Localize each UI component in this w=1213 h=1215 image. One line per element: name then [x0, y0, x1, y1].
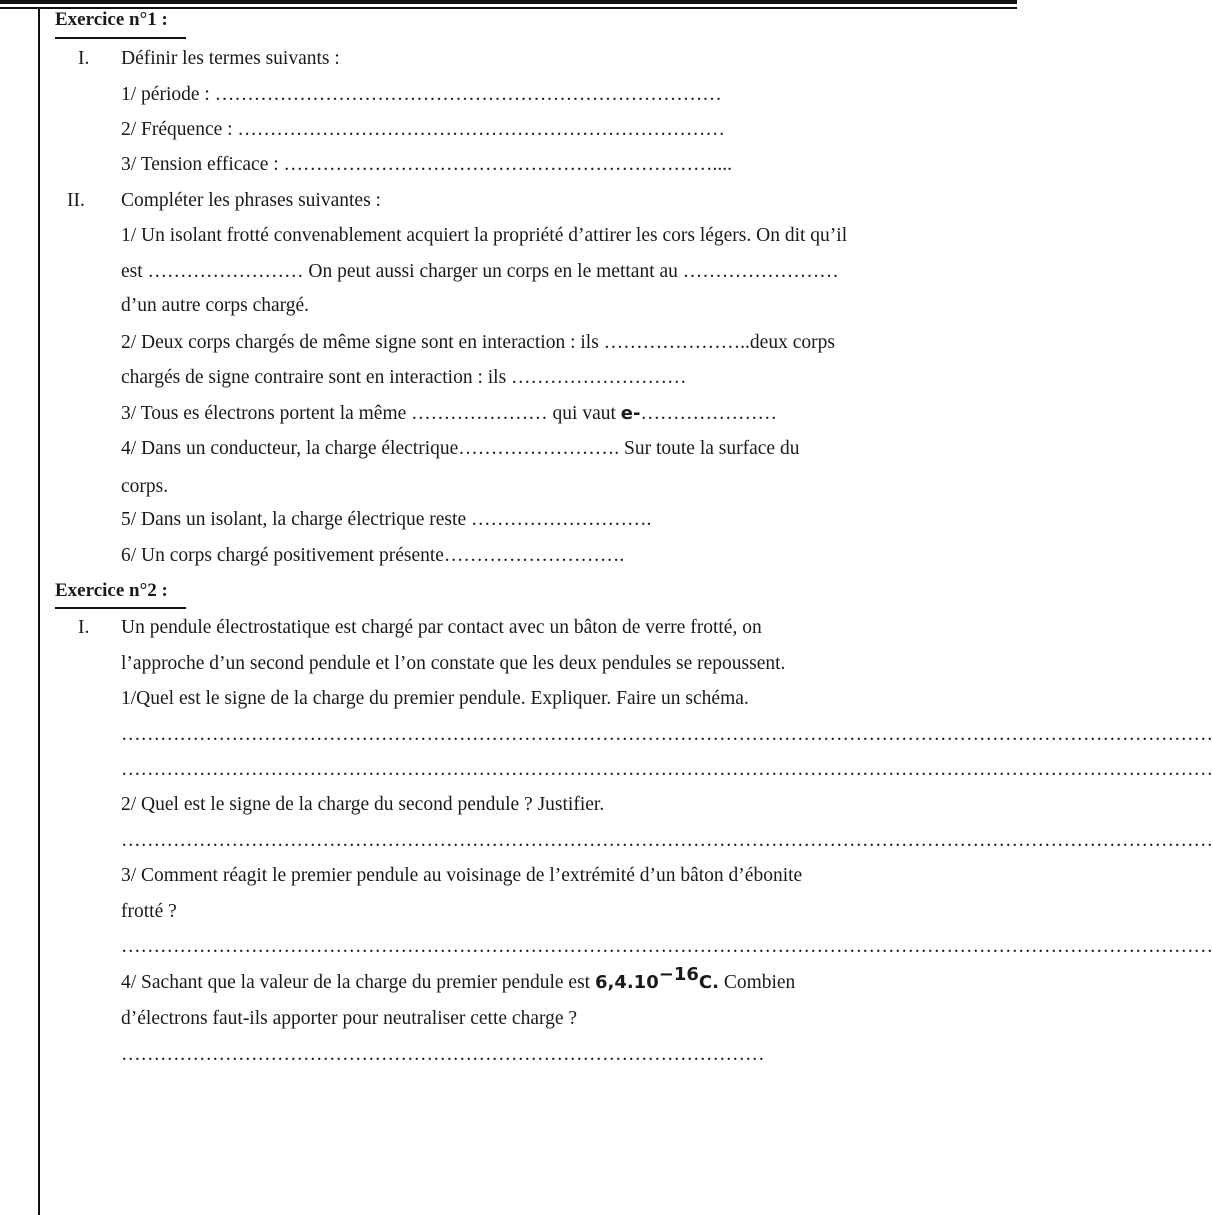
answer-dots: …………………………………………………………………	[237, 119, 725, 140]
ex1-part1-heading: Définir les termes suivants :	[121, 48, 340, 69]
question-4-text: 4/ Sachant que la valeur de la charge du premier pendule est	[121, 972, 595, 993]
question-1: 1/Quel est le signe de la charge du premier pendule. Expliquer. Faire un schéma.	[121, 688, 749, 709]
sentence-line: 4/ Dans un conducteur, la charge électrique……………………. Sur toute la surface du	[121, 438, 800, 459]
definition-item-frequence	[121, 118, 781, 142]
sentence-line: corps.	[121, 476, 169, 497]
definition-label: 3/ Tension efficace :	[121, 154, 284, 175]
exercise-1-title-underline	[55, 37, 186, 39]
sentence-text: 3/ Tous es électrons portent la même ………………… qui vaut	[121, 403, 621, 424]
exercise-2-title-underline	[55, 607, 186, 609]
definition-label: 1/ période :	[121, 84, 215, 105]
definition-item-tension-efficace	[121, 153, 781, 177]
charge-unit: C.	[698, 972, 719, 993]
problem-intro-line: l’approche d’un second pendule et l’on constate que les deux pendules se repoussent.	[121, 653, 786, 674]
exercise-2-title: Exercice n°2 :	[55, 580, 168, 601]
page-top-border	[0, 0, 1017, 4]
answer-dots: ……………………………………………………………………	[214, 84, 722, 105]
exercise-1-title: Exercice n°1 :	[55, 9, 168, 30]
sentence-line: d’un autre corps chargé.	[121, 295, 310, 316]
definition-label: 2/ Fréquence :	[121, 119, 238, 140]
question-4-end: Combien	[718, 972, 796, 993]
definition-item-periode	[121, 83, 781, 107]
charge-value: 6,4.10	[594, 972, 659, 993]
electron-symbol: e-	[620, 403, 641, 424]
sentence-line: 2/ Deux corps chargés de même signe sont en interaction : ils …………………..deux corps	[121, 332, 835, 353]
question-4	[121, 964, 796, 995]
answer-line: ………………………………………………………………………………………	[121, 1044, 765, 1065]
question-3-cont: frotté ?	[121, 901, 177, 922]
ex1-part2-numeral: II.	[67, 190, 85, 211]
ex1-part2-heading: Compléter les phrases suivantes :	[121, 190, 381, 211]
sentence-line: 5/ Dans un isolant, la charge électrique reste ……………………….	[121, 509, 652, 530]
sentence-line: est …………………… On peut aussi charger un corps en le mettant au ……………………	[121, 261, 839, 282]
answer-dots: …………………	[640, 403, 777, 424]
problem-intro-line: Un pendule électrostatique est chargé par contact avec un bâton de verre frotté, on	[121, 617, 762, 638]
answer-line: ……………………………………………………………………………………………………………………………………………………	[121, 830, 1213, 851]
ex1-part1-numeral: I.	[78, 48, 90, 69]
question-3: 3/ Comment réagit le premier pendule au voisinage de l’extrémité d’un bâton d’ébonite	[121, 865, 803, 886]
sentence-line-electron	[121, 402, 777, 426]
ex2-part1-numeral: I.	[78, 617, 90, 638]
answer-line: ……………………………………………………………………………………………………………………………………………………	[121, 724, 1213, 745]
page-left-border	[38, 7, 40, 1215]
answer-line: ……………………………………………………………………………………………………………………………………………………	[121, 936, 1213, 957]
charge-exponent: −16	[658, 964, 699, 985]
question-4-cont: d’électrons faut-ils apporter pour neutraliser cette charge ?	[121, 1008, 578, 1029]
answer-line: ……………………………………………………………………………………………………………………………………………………	[121, 759, 1213, 780]
sentence-line: chargés de signe contraire sont en interaction : ils ………………………	[121, 367, 687, 388]
answer-dots: …………………………………………………………....	[283, 154, 733, 175]
sentence-line: 1/ Un isolant frotté convenablement acquiert la propriété d’attirer les cors légers. On dit qu’il	[121, 225, 848, 246]
question-2: 2/ Quel est le signe de la charge du second pendule ? Justifier.	[121, 794, 605, 815]
sentence-line: 6/ Un corps chargé positivement présente……………………….	[121, 545, 625, 566]
